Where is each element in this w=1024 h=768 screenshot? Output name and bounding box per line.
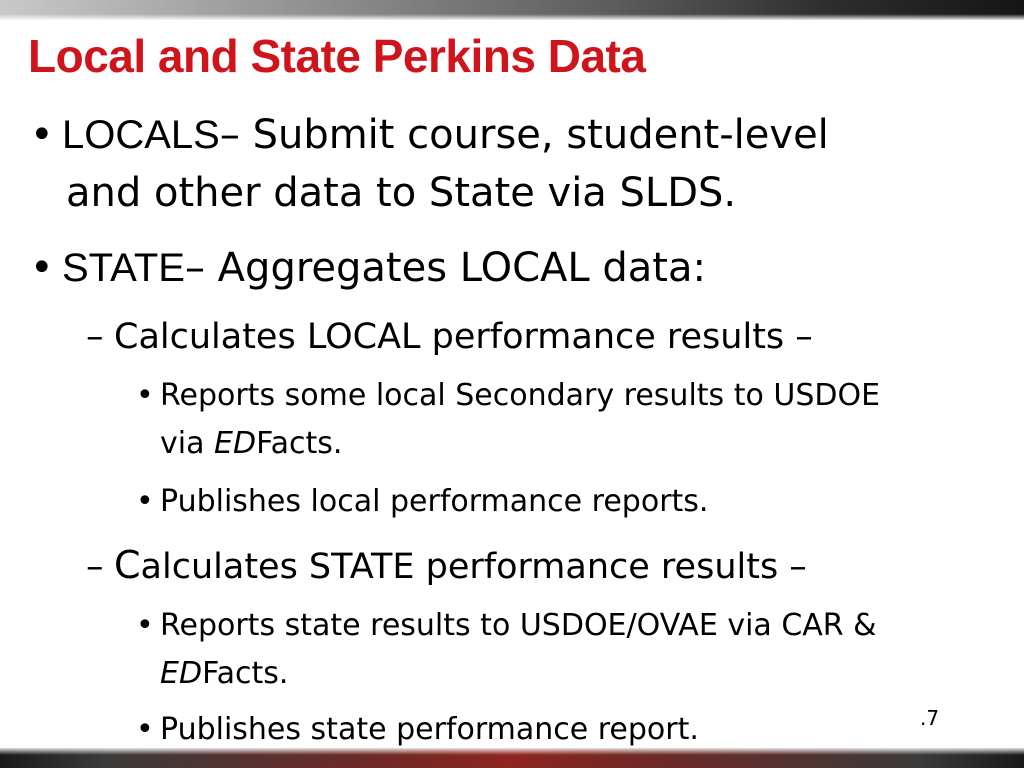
state-report-text: Reports state results to USDOE/OVAE via CAR & bbox=[160, 608, 877, 643]
state-text: – Aggregates LOCAL data: bbox=[184, 245, 706, 291]
state-publish-text: Publishes state performance report. bbox=[160, 712, 699, 747]
facts-text: Facts. bbox=[256, 426, 343, 461]
local-publish-text: Publishes local performance reports. bbox=[160, 484, 709, 519]
bullet-icon: • bbox=[30, 245, 54, 291]
bullet-state bbox=[30, 239, 706, 297]
locals-text: – Submit course, student-level bbox=[219, 112, 829, 158]
local-report-text: Reports some local Secondary results to USDOE bbox=[160, 378, 881, 413]
via-text: via bbox=[160, 426, 215, 461]
state-lead: STATE bbox=[62, 246, 185, 290]
slide-title: Local and State Perkins Data bbox=[28, 30, 646, 82]
calc-state-initial: C bbox=[114, 543, 141, 587]
calc-state-text bbox=[114, 542, 807, 590]
dash-icon: – bbox=[86, 547, 104, 587]
top-decorative-bar bbox=[0, 0, 1024, 20]
bullet-icon: • bbox=[136, 378, 154, 413]
local-report-continuation bbox=[160, 422, 342, 466]
locals-text-continuation: and other data to State via SLDS. bbox=[66, 170, 737, 216]
ed-italic: ED bbox=[160, 656, 203, 691]
bullet-calc-state bbox=[86, 542, 807, 590]
calc-state-rest: alculates STATE performance results – bbox=[140, 547, 807, 587]
page-number: .7 bbox=[920, 706, 940, 730]
bullet-locals bbox=[30, 106, 829, 164]
dash-icon: – bbox=[86, 317, 104, 357]
bottom-decorative-bar bbox=[0, 748, 1024, 768]
bullet-local-report bbox=[136, 374, 880, 418]
calc-local-text: Calculates LOCAL performance results – bbox=[114, 317, 813, 357]
bullet-state-report bbox=[136, 604, 877, 648]
bullet-calc-local bbox=[86, 314, 813, 360]
bullet-icon: • bbox=[136, 608, 154, 643]
state-report-continuation bbox=[160, 652, 288, 696]
ed-italic: ED bbox=[214, 426, 257, 461]
facts-text: Facts. bbox=[202, 656, 289, 691]
bullet-state-publish bbox=[136, 708, 699, 752]
bullet-icon: • bbox=[30, 112, 54, 158]
bullet-local-publish bbox=[136, 480, 708, 524]
locals-lead: LOCALS bbox=[62, 113, 220, 157]
bullet-icon: • bbox=[136, 712, 154, 747]
bullet-icon: • bbox=[136, 484, 154, 519]
